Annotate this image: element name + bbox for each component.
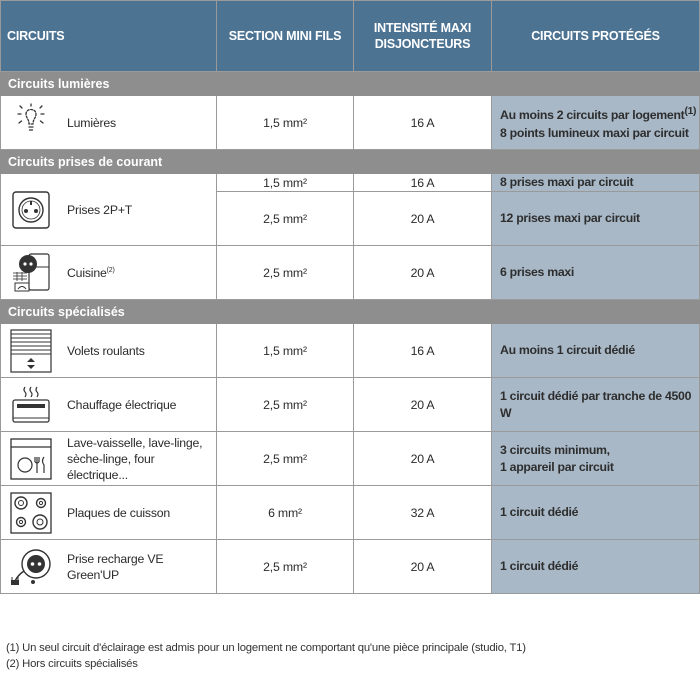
intensite-value: 16 A — [354, 96, 492, 150]
section-title-specialises: Circuits spécialisés — [1, 300, 700, 324]
cuisine-label-text: Cuisine — [67, 265, 107, 280]
protege-line2: 8 points lumineux maxi par circuit — [500, 125, 689, 140]
protege-cell: 1 circuit dédié — [492, 486, 700, 540]
section-row-lumieres — [1, 72, 700, 96]
intensite-value: 16 A — [354, 324, 492, 378]
footnote-2: (2) Hors circuits spécialisés — [6, 658, 138, 670]
row-name-cell — [1, 246, 217, 300]
section-row-prises — [1, 150, 700, 174]
light-bulb-icon — [6, 101, 56, 145]
lave-label-line2: sèche-linge, four électrique... — [67, 451, 155, 482]
section-title-lumieres: Circuits lumières — [1, 72, 700, 96]
protege-line1: 3 circuits minimum, — [500, 442, 610, 457]
row-name-cell — [1, 486, 217, 540]
header-row — [1, 1, 700, 72]
protege-cell: 6 prises maxi — [492, 246, 700, 300]
header-intensite-line1: INTENSITÉ MAXI — [373, 21, 472, 35]
section-title-prises: Circuits prises de courant — [1, 150, 700, 174]
footnote-ref: (2) — [106, 266, 115, 274]
row-label-lumieres: Lumières — [67, 115, 116, 130]
section-value: 1,5 mm² — [217, 174, 354, 192]
shutter-icon — [6, 329, 56, 373]
protege-line1: Au moins 2 circuits par logement — [500, 108, 685, 123]
intensite-value: 20 A — [354, 246, 492, 300]
row-name-cell — [1, 96, 217, 150]
section-value: 2,5 mm² — [217, 378, 354, 432]
footnotes — [6, 640, 526, 672]
section-value: 2,5 mm² — [217, 192, 354, 246]
protege-cell: 8 prises maxi par circuit — [492, 174, 700, 192]
socket-icon — [6, 188, 56, 232]
row-name-cell — [1, 432, 217, 486]
section-value: 2,5 mm² — [217, 246, 354, 300]
lave-label-line1: Lave-vaisselle, lave-linge, — [67, 435, 203, 450]
section-value: 6 mm² — [217, 486, 354, 540]
footnote-1: (1) Un seul circuit d'éclairage est admis pour un logement ne comportant qu'une pièce principale (studio, T1) — [6, 642, 526, 654]
appliance-icon — [6, 437, 56, 481]
section-value: 1,5 mm² — [217, 96, 354, 150]
row-label-chauffage: Chauffage électrique — [67, 397, 177, 412]
table-row — [1, 486, 700, 540]
kitchen-socket-icon — [6, 251, 56, 295]
ev-charger-icon — [6, 545, 56, 589]
header-proteges: CIRCUITS PROTÉGÉS — [492, 1, 700, 72]
table-row — [1, 174, 700, 192]
protege-line2: 1 appareil par circuit — [500, 459, 614, 474]
row-name-cell — [1, 378, 217, 432]
table-row — [1, 96, 700, 150]
intensite-value: 20 A — [354, 378, 492, 432]
protege-cell: 1 circuit dédié — [492, 540, 700, 594]
row-label-recharge: Prise recharge VE Green'UP — [67, 551, 164, 582]
intensite-value: 16 A — [354, 174, 492, 192]
row-label-cuisine — [67, 265, 115, 281]
table-row — [1, 540, 700, 594]
section-value: 1,5 mm² — [217, 324, 354, 378]
header-intensite-line2: DISJONCTEURS — [374, 37, 471, 51]
header-section: SECTION MINI FILS — [217, 1, 354, 72]
protege-cell: 12 prises maxi par circuit — [492, 192, 700, 246]
protege-cell: 1 circuit dédié par tranche de 4500 W — [492, 378, 700, 432]
row-label-prises: Prises 2P+T — [67, 202, 133, 217]
protege-cell — [492, 96, 700, 150]
row-name-cell — [1, 540, 217, 594]
table-row — [1, 324, 700, 378]
protege-cell: Au moins 1 circuit dédié — [492, 324, 700, 378]
section-value: 2,5 mm² — [217, 540, 354, 594]
row-name-cell — [1, 324, 217, 378]
row-label-lave — [67, 435, 216, 483]
heater-icon — [6, 383, 56, 427]
intensite-value: 32 A — [354, 486, 492, 540]
row-name-cell — [1, 174, 217, 246]
protege-cell — [492, 432, 700, 486]
section-row-specialises — [1, 300, 700, 324]
intensite-value: 20 A — [354, 540, 492, 594]
header-circuits: CIRCUITS — [1, 1, 217, 72]
table-row — [1, 246, 700, 300]
footnote-ref: (1) — [684, 106, 697, 118]
row-label-volets: Volets roulants — [67, 343, 145, 358]
intensite-value: 20 A — [354, 432, 492, 486]
cooktop-icon — [6, 491, 56, 535]
row-label-plaques: Plaques de cuisson — [67, 505, 171, 520]
section-value: 2,5 mm² — [217, 432, 354, 486]
table-row — [1, 432, 700, 486]
table-row — [1, 378, 700, 432]
intensite-value: 20 A — [354, 192, 492, 246]
header-intensite — [354, 1, 492, 72]
